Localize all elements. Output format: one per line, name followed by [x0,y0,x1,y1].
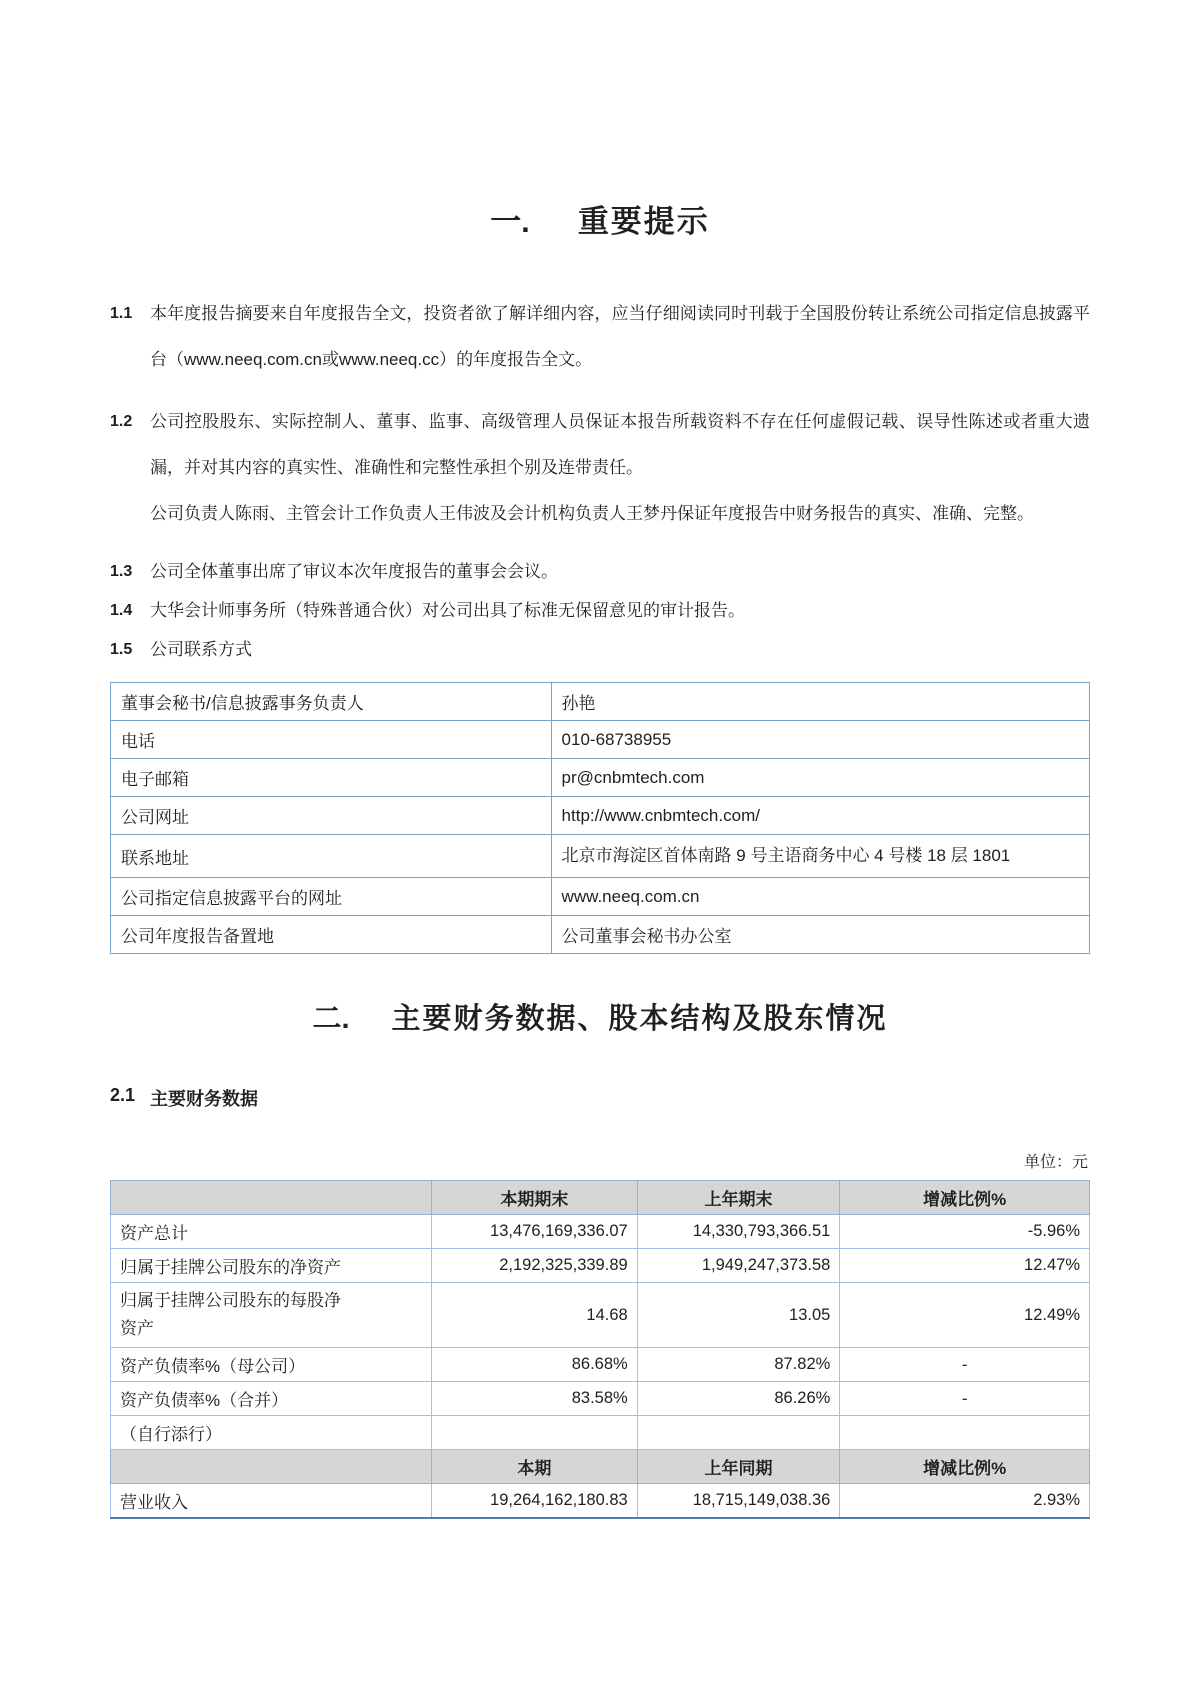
contact-label: 公司指定信息披露平台的网址 [111,878,552,916]
table-row [111,1348,1090,1382]
metric-label [111,1283,432,1348]
table-row [111,1283,1090,1348]
metric-prior: 18,715,149,038.36 [637,1484,840,1519]
table-row [111,878,1090,916]
unit-label: 单位：元 [1023,1154,1088,1171]
table-row [111,721,1090,759]
header-cell-current-period-end: 本期期末 [432,1181,638,1215]
item-text-block [150,553,1090,591]
metric-change: 12.49% [840,1283,1090,1348]
metric-label: （自行添行） [111,1416,432,1450]
section2-heading [110,996,1090,1037]
section2-heading-number: 二. [312,1003,350,1035]
contact-table [110,682,1090,954]
subsection-2-1-heading [110,1085,1090,1111]
metric-prior: 86.26% [637,1382,840,1416]
section1-heading-title: 重要提示 [577,204,710,239]
metric-change: - [840,1382,1090,1416]
contact-value [551,835,1089,878]
metric-change: - [840,1348,1090,1382]
notice-item-1-1 [110,291,1090,383]
contact-label: 电子邮箱 [111,759,552,797]
metric-current: 14.68 [432,1283,638,1348]
metric-label: 营业收入 [111,1484,432,1519]
contact-label: 公司年度报告备置地 [111,916,552,954]
metric-label: 归属于挂牌公司股东的净资产 [111,1249,432,1283]
table-header-row [111,1181,1090,1215]
header-cell-empty [111,1181,432,1215]
metric-current: 86.68% [432,1348,638,1382]
metric-label-text: 归属于挂牌公司股东的每股净资产 [120,1291,341,1338]
section1-heading-number: 一. [490,204,530,239]
item-text-block [150,291,1090,383]
table-row [111,916,1090,954]
contact-label: 董事会秘书/信息披露事务负责人 [111,683,552,721]
header-cell-prior-year-end: 上年期末 [637,1181,840,1215]
contact-value: 孙艳 [551,683,1089,721]
metric-change: 2.93% [840,1484,1090,1519]
contact-address: 北京市海淀区首体南路 9 号主语商务中心 4 号楼 18 层 1801 [561,846,1011,865]
header-cell-prior-period: 上年同期 [637,1450,840,1484]
paragraph: 公司全体董事出席了审议本次年度报告的董事会会议。 [150,562,558,581]
paragraph: 本年度报告摘要来自年度报告全文，投资者欲了解详细内容，应当仔细阅读同时刊载于全国股份转让系统公司指定信息披露平台（www.neeq.com.cn或www.neeq.cc）的年度报告全文。 [150,304,1090,369]
header-cell-change-ratio: 增减比例% [840,1181,1090,1215]
item-number: 1.4 [110,602,133,619]
metric-current [432,1416,638,1450]
contact-label: 公司网址 [111,797,552,835]
metric-change: -5.96% [840,1215,1090,1249]
contact-value: 010-68738955 [551,721,1089,759]
metric-prior: 87.82% [637,1348,840,1382]
item-text-block [150,399,1090,537]
metric-label: 资产总计 [111,1215,432,1249]
table-row [111,1215,1090,1249]
section2-heading-title: 主要财务数据、股本结构及股东情况 [391,1003,888,1035]
metric-current: 2,192,325,339.89 [432,1249,638,1283]
subsection-title: 主要财务数据 [150,1089,258,1109]
metric-prior: 14,330,793,366.51 [637,1215,840,1249]
metric-current: 83.58% [432,1382,638,1416]
item-text-block [150,631,1090,669]
metric-label: 资产负债率%（合并） [111,1382,432,1416]
table-row [111,759,1090,797]
metric-prior: 1,949,247,373.58 [637,1249,840,1283]
metric-current: 13,476,169,336.07 [432,1215,638,1249]
paragraph: 公司控股股东、实际控制人、董事、监事、高级管理人员保证本报告所载资料不存在任何虚假记载、误导性陈述或者重大遗漏，并对其内容的真实性、准确性和完整性承担个别及连带责任。 [150,412,1090,477]
contact-value: http://www.cnbmtech.com/ [551,797,1089,835]
metric-prior [637,1416,840,1450]
contact-label: 联系地址 [111,835,552,878]
contact-value: 公司董事会秘书办公室 [551,916,1089,954]
metric-label: 资产负债率%（母公司） [111,1348,432,1382]
contact-label: 电话 [111,721,552,759]
table-row [111,1382,1090,1416]
paragraph: 公司负责人陈雨、主管会计工作负责人王伟波及会计机构负责人王梦丹保证年度报告中财务报告的真实、准确、完整。 [150,504,1034,523]
notice-item-1-5 [110,631,1090,669]
notice-item-1-4 [110,592,1090,630]
table-row [111,1249,1090,1283]
contact-value: pr@cnbmtech.com [551,759,1089,797]
financial-table [110,1180,1090,1519]
metric-current: 19,264,162,180.83 [432,1484,638,1519]
section1-heading [110,196,1090,241]
metric-change: 12.47% [840,1249,1090,1283]
header-cell-empty [111,1450,432,1484]
header-cell-change-ratio: 增减比例% [840,1450,1090,1484]
notice-item-1-2 [110,399,1090,537]
header-cell-current-period: 本期 [432,1450,638,1484]
table-row [111,835,1090,878]
item-number: 1.1 [110,305,133,322]
item-text-block [150,592,1090,630]
table-header-row [111,1450,1090,1484]
metric-prior: 13.05 [637,1283,840,1348]
item-number: 2.1 [110,1085,136,1105]
item-number: 1.2 [110,413,133,430]
table-row [111,797,1090,835]
table-row [111,1416,1090,1450]
item-number: 1.5 [110,641,133,658]
paragraph: 大华会计师事务所（特殊普通合伙）对公司出具了标准无保留意见的审计报告。 [150,601,745,620]
item-number: 1.3 [110,563,133,580]
notice-item-1-3 [110,553,1090,591]
metric-change [840,1416,1090,1450]
contact-value: www.neeq.com.cn [551,878,1089,916]
table-row [111,683,1090,721]
table-row [111,1484,1090,1519]
paragraph: 公司联系方式 [150,640,252,659]
